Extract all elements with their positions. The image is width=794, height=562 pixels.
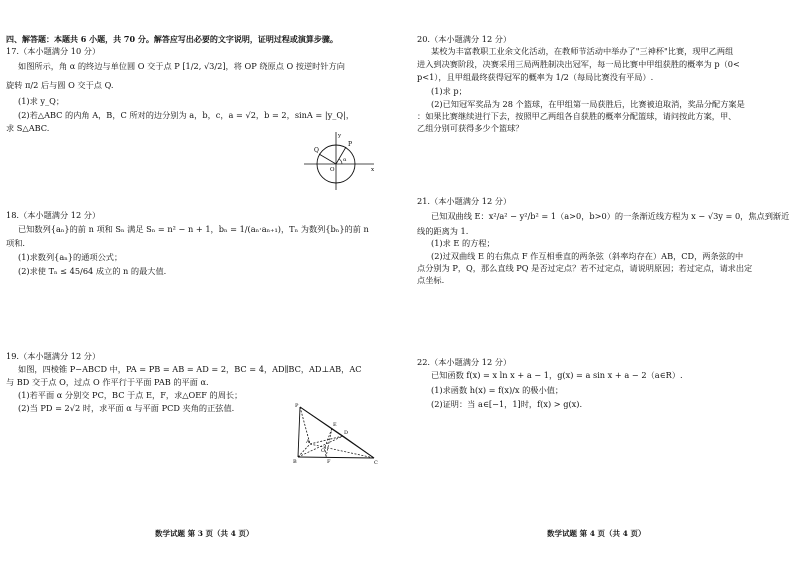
seg-of bbox=[325, 447, 326, 457]
q21-title: 21.（本小题满分 12 分） bbox=[417, 196, 512, 206]
q17-part2b: 求 S△ABC. bbox=[6, 123, 50, 133]
q21-part2b: 点分别为 P，Q，那么直线 PQ 是否过定点？若不过定点，请说明原因；若过定点，请求出定 bbox=[417, 263, 753, 273]
oq-ray bbox=[319, 154, 336, 164]
q22-line1: 已知函数 f(x) = x ln x + a − 1，g(x) = a sin x + a − 2（a∈R）. bbox=[431, 370, 683, 380]
q21-line2: 线的距离为 1. bbox=[417, 226, 469, 236]
q20-part1: (1)求 p； bbox=[431, 86, 467, 96]
q17-title: 17.（本小题满分 10 分） bbox=[6, 46, 101, 56]
section-header: 四、解答题：本题共 6 小题，共 70 分。解答应写出必要的文字说明，证明过程或演算步骤。 bbox=[6, 34, 338, 44]
q19-title: 19.（本小题满分 12 分） bbox=[6, 351, 101, 361]
q18-part1: (1)求数列{aₙ}的通项公式； bbox=[18, 252, 123, 262]
edge-pb bbox=[298, 407, 300, 457]
q19-line1: 如图，四棱锥 P−ABCD 中，PA = PB = AB = AD = 2，BC = 4，AD∥BC，AD⊥AB，AC bbox=[18, 364, 362, 374]
label-o: O bbox=[321, 448, 326, 454]
q18-part2: (2)求使 Tₙ ≤ 45/64 成立的 n 的最大值. bbox=[18, 266, 167, 276]
q21-line1: 已知双曲线 E：x²/a² − y²/b² = 1（a>0，b>0）的一条渐近线方程为 x − √3y = 0，焦点到渐近 bbox=[431, 211, 790, 221]
q20-part2c: 乙组分别可获得多少个篮球？ bbox=[417, 123, 524, 133]
label-p: P bbox=[348, 141, 353, 148]
q19-line2: 与 BD 交于点 O，过点 O 作平行于平面 PAB 的平面 α. bbox=[6, 377, 209, 387]
q21-part2c: 点坐标. bbox=[417, 275, 445, 285]
q17-unit-circle-figure bbox=[300, 130, 378, 192]
q20-line1: 某校为丰富教职工业余文化活动，在教师节活动中举办了"三神杯"比赛，现甲乙两组 bbox=[431, 46, 734, 56]
label-a: A bbox=[306, 439, 310, 445]
label-o: O bbox=[330, 167, 335, 173]
label-alpha: α bbox=[343, 157, 347, 163]
q21-part1: (1)求 E 的方程； bbox=[431, 238, 495, 248]
q20-line2: 进入到决赛阶段，决赛采用三局两胜制决出冠军，每一局比赛中甲组获胜的概率为 p（0< bbox=[417, 59, 740, 69]
edge-bc bbox=[298, 457, 374, 458]
label-c: C bbox=[374, 460, 378, 464]
label-q: Q bbox=[314, 147, 319, 154]
label-x: x bbox=[371, 167, 375, 173]
q22-part1: (1)求函数 h(x) = f(x)/x 的极小值； bbox=[431, 385, 564, 395]
left-footer: 数学试题 第 3 页（共 4 页） bbox=[155, 529, 254, 538]
q19-pyramid-figure bbox=[288, 402, 380, 464]
q22-title: 22.（本小题满分 12 分） bbox=[417, 357, 512, 367]
label-e: E bbox=[333, 422, 337, 428]
q18-line1: 已知数列{aₙ}的前 n 项和 Sₙ 满足 Sₙ = n² − n + 1，bₙ = 1/(aₙ·aₙ₊₁)，Tₙ 为数列{bₙ}的前 n bbox=[18, 224, 369, 234]
q20-part2b: ：如果比赛继续进行下去，按照甲乙两组各自获胜的概率分配篮球，请问按此方案，甲、 bbox=[417, 111, 737, 121]
q19-part1: (1)若平面 α 分别交 PC，BC 于点 E，F，求△OEF 的周长； bbox=[18, 390, 243, 400]
label-b: B bbox=[293, 459, 297, 464]
right-page bbox=[397, 0, 794, 562]
q17-line2: 旋转 π/2 后与圆 O 交于点 Q. bbox=[6, 80, 114, 90]
right-footer: 数学试题 第 4 页（共 4 页） bbox=[547, 529, 646, 538]
label-y: y bbox=[338, 133, 342, 139]
edge-ba bbox=[298, 444, 310, 457]
q20-title: 20.（本小题满分 12 分） bbox=[417, 34, 512, 44]
q20-line3: p<1），且甲组最终获得冠军的概率为 1/2（每局比赛没有平局）. bbox=[417, 72, 654, 82]
q21-part2a: (2)过双曲线 E 的右焦点 F 作互相垂直的两条弦（斜率均存在）AB，CD，两条弦的中 bbox=[431, 251, 744, 261]
q22-part2: (2)证明：当 a∈[−1，1]时，f(x) > g(x). bbox=[431, 399, 583, 409]
q18-title: 18.（本小题满分 12 分） bbox=[6, 210, 101, 220]
q18-line2: 项和. bbox=[6, 238, 25, 248]
q17-part1: (1)求 y_Q； bbox=[18, 96, 65, 106]
label-f: F bbox=[327, 459, 331, 464]
label-p: P bbox=[295, 403, 299, 409]
alpha-arc bbox=[339, 159, 342, 164]
q19-part2: (2)当 PD = 2√2 时，求平面 α 与平面 PCD 夹角的正弦值. bbox=[18, 403, 235, 413]
q17-line1: 如图所示，角 α 的终边与单位圆 O 交于点 P [1/2, √3/2]，将 OP 绕原点 O 按逆时针方向 bbox=[18, 61, 345, 71]
q20-part2a: (2)已知冠军奖品为 28 个篮球，在甲组第一局获胜后，比赛被迫取消，奖品分配方案是 bbox=[431, 99, 745, 109]
q17-part2a: (2)若△ABC 的内角 A，B，C 所对的边分别为 a，b，c，a = √2，b = 2，sinA = |y_Q|， bbox=[18, 110, 355, 120]
label-d: D bbox=[344, 430, 349, 436]
seg-oe bbox=[325, 428, 332, 447]
